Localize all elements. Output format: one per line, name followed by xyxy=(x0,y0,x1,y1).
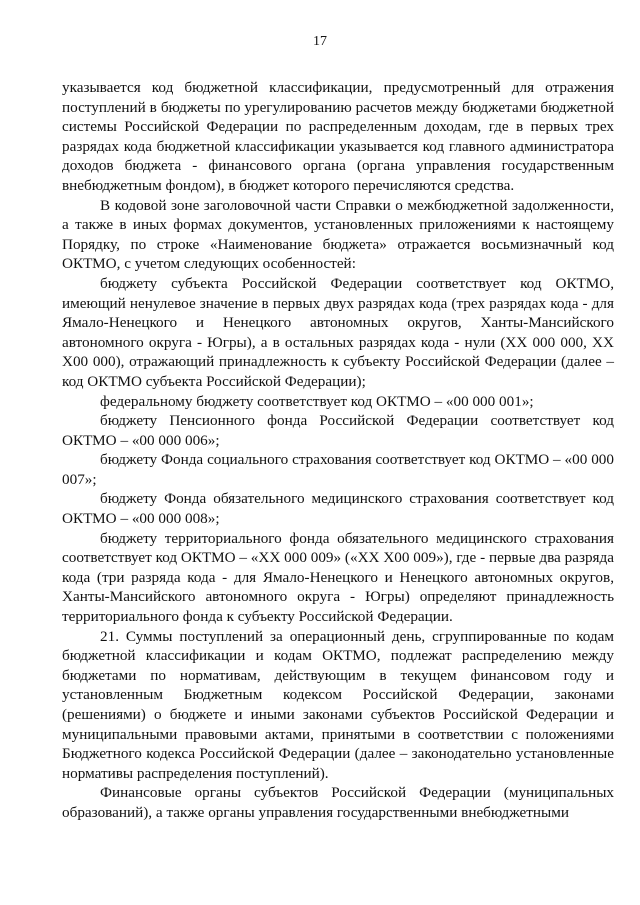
paragraph-subject-budget: бюджету субъекта Российской Федерации соответствует код ОКТМО, имеющий ненулевое значение в первых двух разрядах кода (трех разрядах кода - для Ямало-Ненецкого и Ненецкого автономных округов, Ханты-Мансийского автономного округа - Югры), а в остальных разрядах кода - нули (XX 000 000, XX X00 000), отражающий принадлежность к субъекту Российской Федерации (далее – код ОКТМО субъекта Российской Федерации); xyxy=(62,274,614,390)
paragraph-medical-insurance-fund: бюджету Фонда обязательного медицинского страхования соответствует код ОКТМО – «00 000 008»; xyxy=(62,490,614,528)
paragraph-territorial-fund: бюджету территориального фонда обязательного медицинского страхования соответствует код ОКТМО – «XX 000 009» («XX X00 009»), где - первые два разряда кода (три разряда кода - для Ямало-Ненецкого и Ненецкого автономных округов, Ханты-Мансийского автономного округа - Югры) определяют принадлежность территориального фонда к субъекту Российской Федерации. xyxy=(62,529,614,626)
paragraph-social-insurance-fund: бюджету Фонда социального страхования соответствует код ОКТМО – «00 000 007»; xyxy=(62,451,614,488)
document-body xyxy=(62,78,614,823)
paragraph-item-21: 21. Суммы поступлений за операционный день, сгруппированные по кодам бюджетной классификации и кодам ОКТМО, подлежат распределению между бюджетами по нормативам, действующим в текущем финансовом году и установленным Бюджетным кодексом Российской Федерации, законами (решениями) о бюджете и иными законами субъектов Российской Федерации и муниципальными правовыми актами, принятыми в соответствии с положениями Бюджетного кодекса Российской Федерации (далее – законодательно установленные нормативы распределения поступлений). xyxy=(62,627,614,782)
paragraph-financial-bodies: Финансовые органы субъектов Российской Федерации (муниципальных образований), а также органы управления государственными внебюджетными xyxy=(62,784,614,821)
paragraph-federal-budget: федеральному бюджету соответствует код ОКТМО – «00 000 001»; xyxy=(100,392,534,410)
paragraph-code-zone: В кодовой зоне заголовочной части Справки о межбюджетной задолженности, а также в иных формах документов, установленных приложениями к настоящему Порядку, по строке «Наименование бюджета» отражается восьмизначный код ОКТМО, с учетом следующих особенностей: xyxy=(62,196,614,273)
paragraph-continuation: указывается код бюджетной классификации, предусмотренный для отражения поступлений в бюджеты по урегулированию расчетов между бюджетами бюджетной системы Российской Федерации по распределенным доходам, где в первых трех разрядах кода бюджетной классификации указывается код главного администратора доходов бюджета - финансового органа (органа управления государственным внебюджетным фондом), в бюджет которого перечисляются средства. xyxy=(62,79,614,194)
paragraph-pension-fund: бюджету Пенсионного фонда Российской Федерации соответствует код ОКТМО – «00 000 006»; xyxy=(62,412,614,449)
page-number: 17 xyxy=(313,34,327,49)
